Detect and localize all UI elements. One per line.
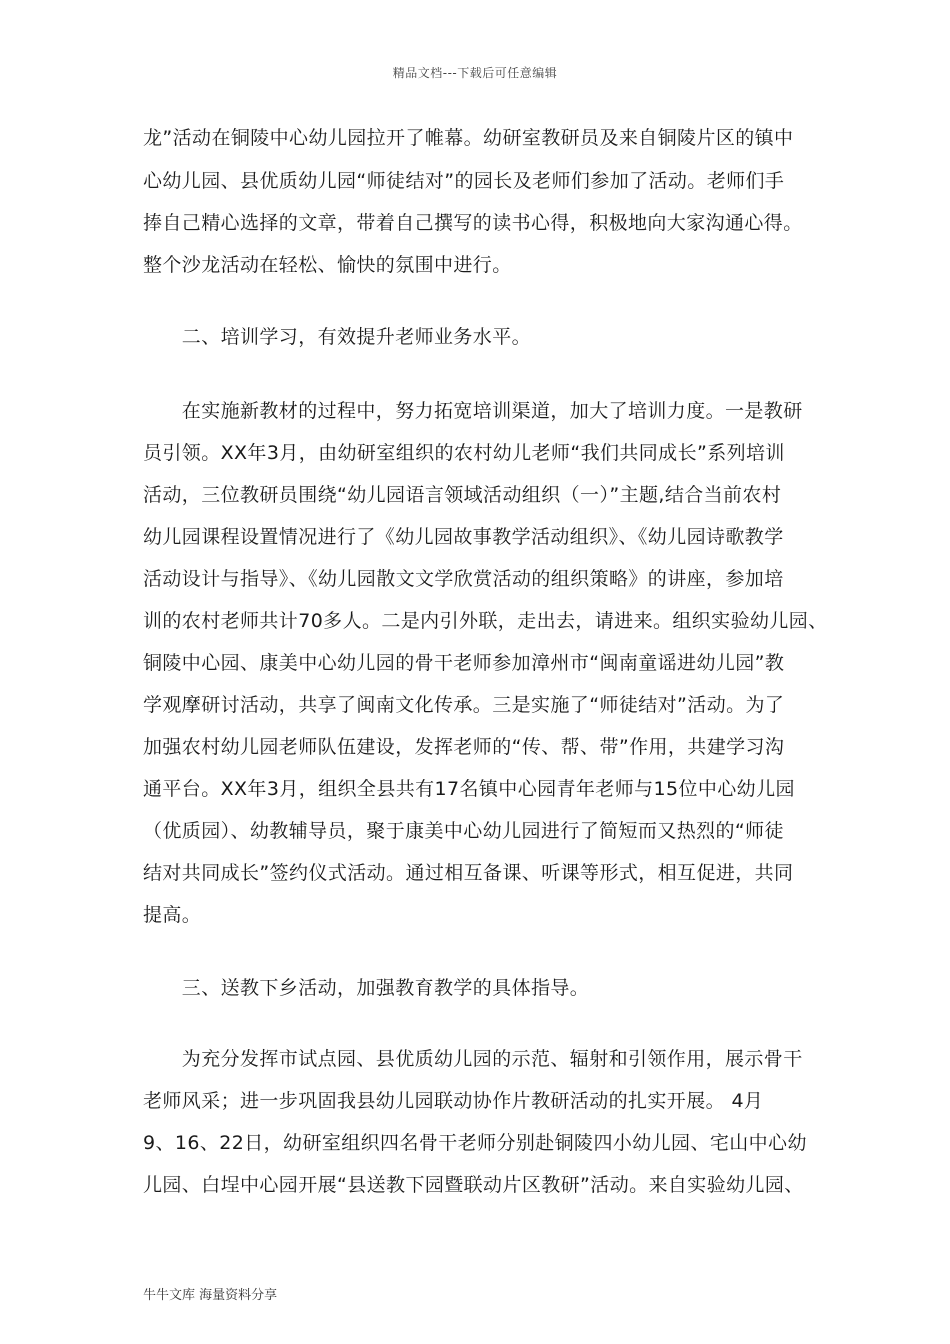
text-line: 铜陵中心园、康美中心幼儿园的骨干老师参加漳州市“闽南童谣进幼儿园”教 xyxy=(143,652,785,674)
text-line: 为充分发挥市试点园、县优质幼儿园的示范、辐射和引领作用，展示骨干 xyxy=(143,1048,803,1070)
text-line: 通平台。XX年3月，组织全县共有17名镇中心园青年老师与15位中心幼儿园 xyxy=(143,778,795,800)
text-line: 结对共同成长”签约仪式活动。通过相互备课、听课等形式，相互促进，共同 xyxy=(143,862,794,884)
text-line: 心幼儿园、县优质幼儿园“师徒结对”的园长及老师们参加了活动。老师们手 xyxy=(143,170,785,192)
text-line: 加强农村幼儿园老师队伍建设，发挥老师的“传、帮、带”作用，共建学习沟 xyxy=(143,736,785,758)
text-line: 在实施新教材的过程中，努力拓宽培训渠道，加大了培训力度。一是教研 xyxy=(143,400,803,422)
text-line: 活动设计与指导》、《幼儿园散文文学欣赏活动的组织策略》的讲座，参加培 xyxy=(143,568,784,590)
text-line: 幼儿园课程设置情况进行了《幼儿园故事教学活动组织》、《幼儿园诗歌教学 xyxy=(143,526,784,548)
text-line: 学观摩研讨活动，共享了闽南文化传承。三是实施了“师徒结对”活动。为了 xyxy=(143,694,785,716)
text-line: 老师风采；进一步巩固我县幼儿园联动协作片教研活动的扎实开展。 4月 xyxy=(143,1090,764,1112)
text-line: 训的农村老师共计70多人。二是内引外联，走出去，请进来。组织实验幼儿园、 xyxy=(143,610,828,632)
text-line: 龙”活动在铜陵中心幼儿园拉开了帷幕。幼研室教研员及来自铜陵片区的镇中 xyxy=(143,127,794,149)
text-line: （优质园）、幼教辅导员，聚于康美中心幼儿园进行了简短而又热烈的“师徒 xyxy=(143,820,784,842)
text-line: 提高。 xyxy=(143,904,202,926)
text-line: 儿园、白埕中心园开展“县送教下园暨联动片区教研”活动。来自实验幼儿园、 xyxy=(143,1174,804,1196)
text-line: 9、16、22日，幼研室组织四名骨干老师分别赴铜陵四小幼儿园、宅山中心幼 xyxy=(143,1132,807,1154)
text-line: 三、送教下乡活动，加强教育教学的具体指导。 xyxy=(143,977,590,999)
text-line: 员引领。XX年3月，由幼研室组织的农村幼儿老师“我们共同成长”系列培训 xyxy=(143,442,785,464)
page-footer: 牛牛文库 海量资料分享 xyxy=(143,1288,278,1303)
page-header: 精品文档---下载后可任意编辑 xyxy=(392,66,558,80)
text-line: 捧自己精心选择的文章，带着自己撰写的读书心得，积极地向大家沟通心得。 xyxy=(143,212,803,234)
text-line: 活动，三位教研员围绕“幼儿园语言领域活动组织（一）”主题,结合当前农村 xyxy=(143,484,782,506)
text-line: 二、培训学习，有效提升老师业务水平。 xyxy=(143,326,532,348)
text-line: 整个沙龙活动在轻松、愉快的氛围中进行。 xyxy=(143,254,512,276)
